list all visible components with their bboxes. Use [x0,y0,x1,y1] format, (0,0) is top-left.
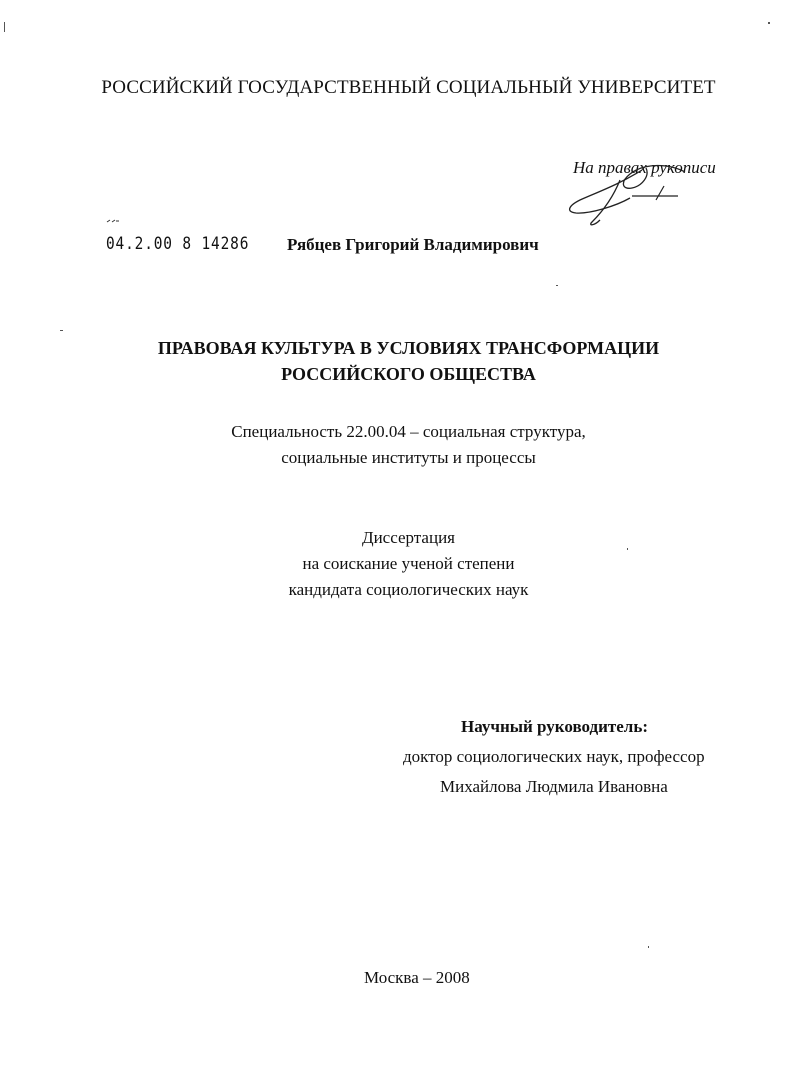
handwritten-signature [560,150,690,230]
manuscript-rights-note: На правах рукописи [573,158,716,177]
specialty-line-1: Специальность 22.00.04 – социальная структура, [231,422,586,441]
registry-number: 04.2.00 8 14286 [106,234,250,254]
scan-speck [627,548,628,550]
specialty-line-2: социальные институты и процессы [281,448,536,467]
degree-name-line: кандидата социологических наук [288,580,529,599]
advisor-name: Михайлова Людмила Ивановна [440,777,668,796]
author-name: Рябцев Григорий Владимирович [287,235,539,254]
university-name: РОССИЙСКИЙ ГОСУДАРСТВЕННЫЙ СОЦИАЛЬНЫЙ УНИВЕРСИТЕТ [101,77,716,98]
degree-purpose-line: на соискание ученой степени [302,554,515,573]
dissertation-title-line-2: РОССИЙСКОГО ОБЩЕСТВА [281,364,536,384]
registry-stamp-mark [106,218,120,224]
city-year: Москва – 2008 [364,968,470,987]
scan-speck [556,285,558,286]
scan-speck [60,330,63,331]
dissertation-label: Диссертация [361,528,455,547]
advisor-degree: доктор социологических наук, профессор [403,747,705,766]
scan-speck [4,22,5,32]
scan-speck [648,946,649,948]
advisor-heading: Научный руководитель: [461,717,648,736]
scan-speck [768,22,770,24]
dissertation-title-line-1: ПРАВОВАЯ КУЛЬТУРА В УСЛОВИЯХ ТРАНСФОРМАЦИИ [157,338,660,358]
